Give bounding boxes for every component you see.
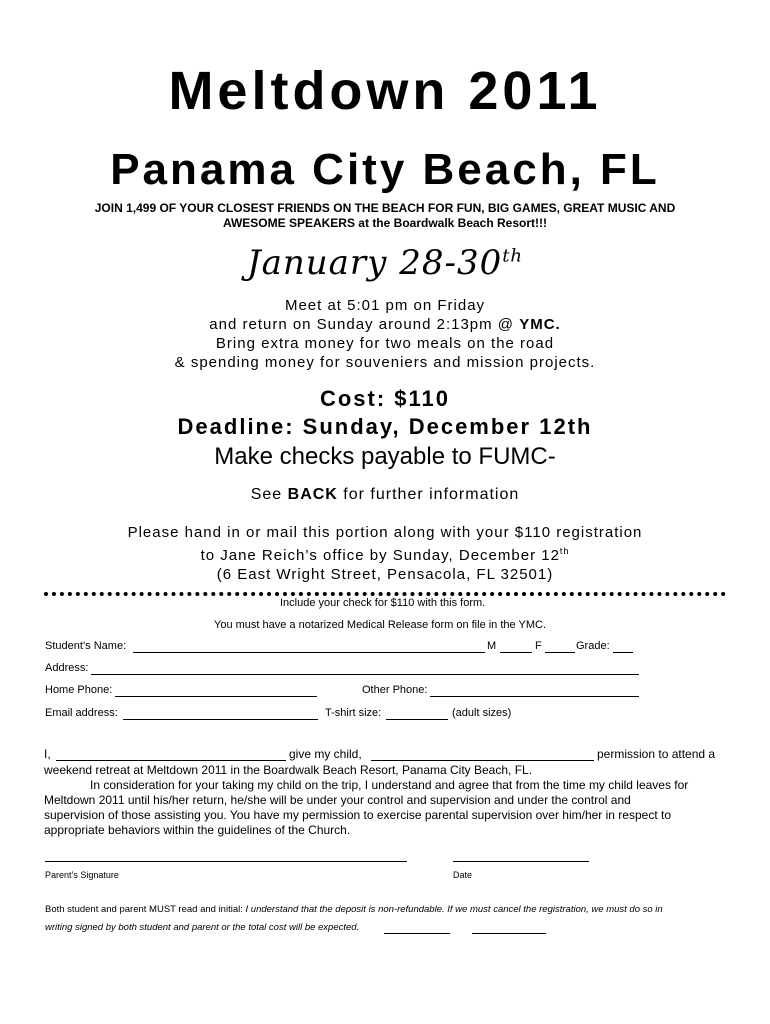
permission-line-2: weekend retreat at Meltdown 2011 in the Boardwalk Beach Resort, Panama City Beach, FL. [44, 763, 533, 777]
other-phone-field[interactable] [430, 685, 639, 697]
page-title: Meltdown 2011 [168, 61, 602, 121]
meet-line-4: & spending money for souveniers and mission projects. [174, 354, 596, 371]
student-initial-field[interactable] [384, 922, 450, 934]
handin-line-1: Please hand in or mail this portion along with your $110 registration [127, 524, 643, 541]
date-field[interactable] [453, 850, 589, 862]
cut-line-divider [44, 592, 726, 596]
handin-line-3: (6 East Wright Street, Pensacola, FL 32501) [216, 566, 554, 583]
footer-lead: Both student and parent MUST read and initial: [45, 904, 246, 915]
meet-line-1: Meet at 5:01 pm on Friday [284, 297, 486, 314]
student-name-field[interactable] [133, 641, 485, 653]
female-field[interactable] [545, 641, 575, 653]
permission-line-4: Meltdown 2011 until his/her return, he/she will be under your control and supervision and under the control and [44, 793, 631, 807]
grade-label: Grade: [576, 640, 610, 652]
permission-line-6: appropriate behaviors within the guidelines of the Church. [44, 823, 351, 837]
permission-paragraph [44, 763, 734, 838]
parent-signature-field[interactable] [45, 850, 407, 862]
see-rest-text: for further information [337, 486, 520, 503]
address-label: Address: [45, 662, 89, 674]
join-line-2: AWESOME SPEAKERS at the Boardwalk Beach Resort!!! [222, 216, 548, 230]
permission-line-3: In consideration for your taking my child on the trip, I understand and agree that from the time my child leaves for [90, 778, 689, 792]
email-field[interactable] [123, 708, 318, 720]
permission-i: I, [44, 747, 51, 761]
parent-signature-label: Parent’s Signature [45, 870, 119, 880]
meet-line-2 [0, 315, 770, 334]
deadline-heading: Deadline: Sunday, December 12th [177, 414, 593, 439]
email-label: Email address: [45, 707, 118, 719]
address-field[interactable] [91, 663, 639, 675]
female-label: F [535, 640, 542, 652]
date-label: Date [453, 870, 473, 880]
child-name-field[interactable] [371, 749, 594, 761]
male-label: M [487, 640, 497, 652]
permission-attend-text: permission to attend a [597, 747, 716, 761]
meet-location: YMC. [519, 316, 561, 333]
handin-line-2-sup: th [559, 546, 570, 556]
page-subtitle: Panama City Beach, FL [110, 145, 660, 194]
footer-italic-1: I understand that the deposit is non-refundable. If we must cancel the registration, we must do so in [245, 904, 663, 915]
other-phone-label: Other Phone: [362, 684, 428, 696]
see-back-bold: BACK [287, 486, 338, 503]
home-phone-label: Home Phone: [45, 684, 113, 696]
footer-italic-2: writing signed by both student and parent or the total cost will be expected. [45, 922, 360, 933]
grade-field[interactable] [613, 641, 633, 653]
handin-line-2-text: to Jane Reich’s office by Sunday, December 12 [200, 547, 560, 564]
event-dates [0, 243, 770, 283]
footer-line-1 [45, 904, 745, 915]
join-text [0, 201, 770, 231]
join-line-1: JOIN 1,499 OF YOUR CLOSEST FRIENDS ON THE BEACH FOR FUN, BIG GAMES, GREAT MUSIC AND [94, 201, 676, 215]
permission-line-5: supervision of those assisting you. You have my permission to exercise parental supervision over him/her in respect to [44, 808, 671, 822]
parent-name-field[interactable] [56, 749, 286, 761]
tshirt-field[interactable] [386, 708, 448, 720]
handin-line-2 [0, 542, 770, 565]
student-name-label: Student’s Name: [45, 640, 127, 652]
male-field[interactable] [500, 641, 532, 653]
home-phone-field[interactable] [115, 685, 317, 697]
payable-text: Make checks payable to FUMC- [214, 443, 556, 470]
include-check-note: Include your check for $110 with this form. [280, 597, 486, 609]
adult-sizes-note: (adult sizes) [452, 707, 512, 719]
meet-info [0, 296, 770, 372]
see-back-note [0, 486, 770, 504]
cost-heading: Cost: $110 [319, 386, 451, 411]
parent-initial-field[interactable] [472, 922, 546, 934]
dates-suffix: th [502, 245, 524, 267]
dates-text: January 28-30 [246, 243, 503, 283]
medical-release-note: You must have a notarized Medical Release form on file in the YMC. [214, 619, 547, 631]
meet-line-3: Bring extra money for two meals on the road [215, 335, 555, 352]
give-child-text: give my child, [289, 747, 362, 761]
hand-in-instructions [0, 523, 770, 584]
meet-line-2-text: and return on Sunday around 2:13pm @ [209, 316, 520, 333]
see-text: See [250, 486, 288, 503]
tshirt-label: T-shirt size: [325, 707, 382, 719]
